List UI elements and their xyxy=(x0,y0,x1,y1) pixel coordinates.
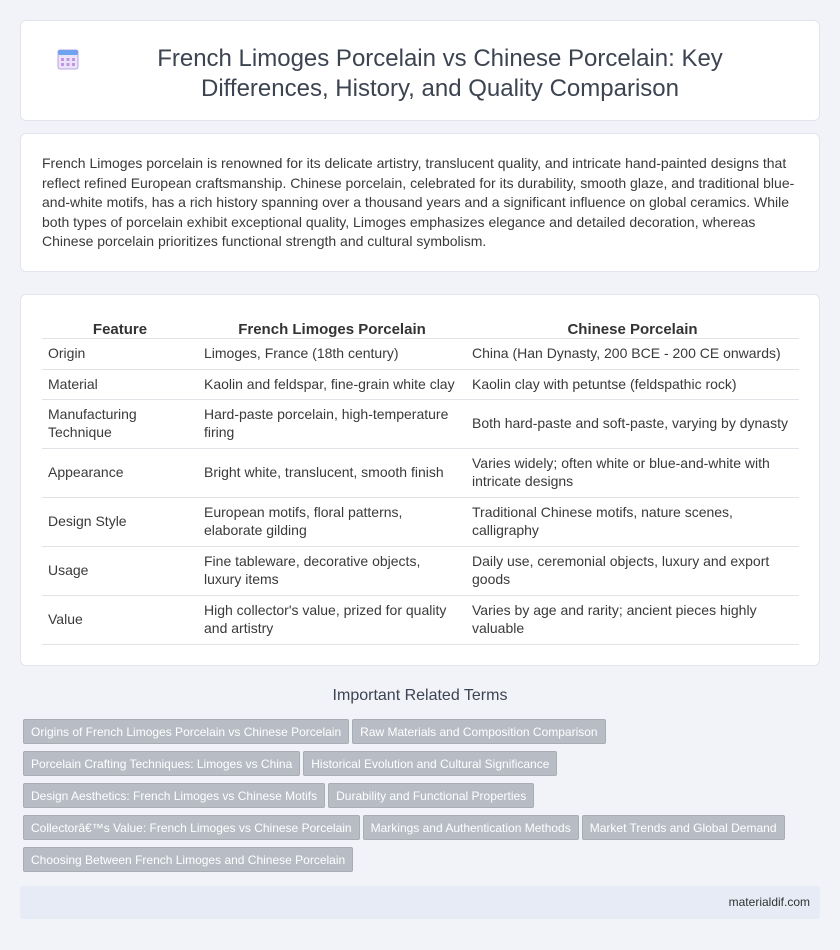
table-row xyxy=(42,497,799,546)
cell-feature: Material xyxy=(42,369,198,399)
title-card xyxy=(20,20,820,121)
cell-limoges: European motifs, floral patterns, elaborate gilding xyxy=(198,497,466,546)
cell-limoges: Limoges, France (18th century) xyxy=(198,338,466,369)
related-term-tag[interactable]: Historical Evolution and Cultural Significance xyxy=(303,751,557,776)
cell-chinese: Both hard-paste and soft-paste, varying by dynasty xyxy=(466,399,799,448)
header-limoges: French Limoges Porcelain xyxy=(198,315,466,338)
table-row xyxy=(42,399,799,448)
cell-chinese: Daily use, ceremonial objects, luxury and export goods xyxy=(466,546,799,595)
related-term-tag[interactable]: Origins of French Limoges Porcelain vs Chinese Porcelain xyxy=(23,719,349,744)
related-term-tag[interactable]: Porcelain Crafting Techniques: Limoges vs China xyxy=(23,751,300,776)
intro-card xyxy=(20,133,820,272)
related-term-tag[interactable]: Durability and Functional Properties xyxy=(328,783,534,808)
cell-limoges: Bright white, translucent, smooth finish xyxy=(198,448,466,497)
related-terms-heading: Important Related Terms xyxy=(332,687,508,704)
cell-feature: Design Style xyxy=(42,497,198,546)
cell-chinese: Varies widely; often white or blue-and-white with intricate designs xyxy=(466,448,799,497)
related-term-tag[interactable]: Raw Materials and Composition Comparison xyxy=(352,719,605,744)
table-row xyxy=(42,369,799,399)
comparison-table xyxy=(42,315,799,645)
cell-limoges: Fine tableware, decorative objects, luxury items xyxy=(198,546,466,595)
related-terms-list xyxy=(23,719,813,879)
comparison-table-card xyxy=(20,294,820,666)
cell-feature: Manufacturing Technique xyxy=(42,399,198,448)
table-row xyxy=(42,338,799,369)
cell-feature: Usage xyxy=(42,546,198,595)
table-row xyxy=(42,448,799,497)
cell-feature: Value xyxy=(42,595,198,644)
footer-site-link[interactable]: materialdif.com xyxy=(728,895,810,909)
cell-chinese: Traditional Chinese motifs, nature scenes, calligraphy xyxy=(466,497,799,546)
page-title: French Limoges Porcelain vs Chinese Porcelain: Key Differences, History, and Quality Comparison xyxy=(157,45,723,102)
related-term-tag[interactable]: Choosing Between French Limoges and Chinese Porcelain xyxy=(23,847,353,872)
cell-chinese: China (Han Dynasty, 200 BCE - 200 CE onwards) xyxy=(466,338,799,369)
cell-limoges: Hard-paste porcelain, high-temperature firing xyxy=(198,399,466,448)
header-chinese: Chinese Porcelain xyxy=(466,315,799,338)
cell-chinese: Varies by age and rarity; ancient pieces highly valuable xyxy=(466,595,799,644)
related-term-tag[interactable]: Collectorâ€™s Value: French Limoges vs Chinese Porcelain xyxy=(23,815,360,840)
table-row xyxy=(42,595,799,644)
cell-feature: Appearance xyxy=(42,448,198,497)
footer xyxy=(20,886,820,919)
related-term-tag[interactable]: Market Trends and Global Demand xyxy=(582,815,785,840)
related-term-tag[interactable]: Design Aesthetics: French Limoges vs Chinese Motifs xyxy=(23,783,325,808)
table-row xyxy=(42,546,799,595)
table-header-row xyxy=(42,315,799,338)
cell-feature: Origin xyxy=(42,338,198,369)
intro-paragraph: French Limoges porcelain is renowned for its delicate artistry, translucent quality, and intricate hand-painted designs that reflect refined European craftsmanship. Chinese porcelain, celebrated for its durability, smooth glaze, and traditional blue-and-white motifs, has a rich history spanning over a thousand years and a significant influence on global ceramics. While both types of porcelain exhibit exceptional quality, Limoges emphasizes elegance and detailed decoration, whereas Chinese porcelain prioritizes functional strength and cultural symbolism. xyxy=(42,155,795,250)
cell-limoges: High collector's value, prized for quality and artistry xyxy=(198,595,466,644)
related-term-tag[interactable]: Markings and Authentication Methods xyxy=(363,815,579,840)
cell-limoges: Kaolin and feldspar, fine-grain white clay xyxy=(198,369,466,399)
cell-chinese: Kaolin clay with petuntse (feldspathic rock) xyxy=(466,369,799,399)
header-feature: Feature xyxy=(42,315,198,338)
